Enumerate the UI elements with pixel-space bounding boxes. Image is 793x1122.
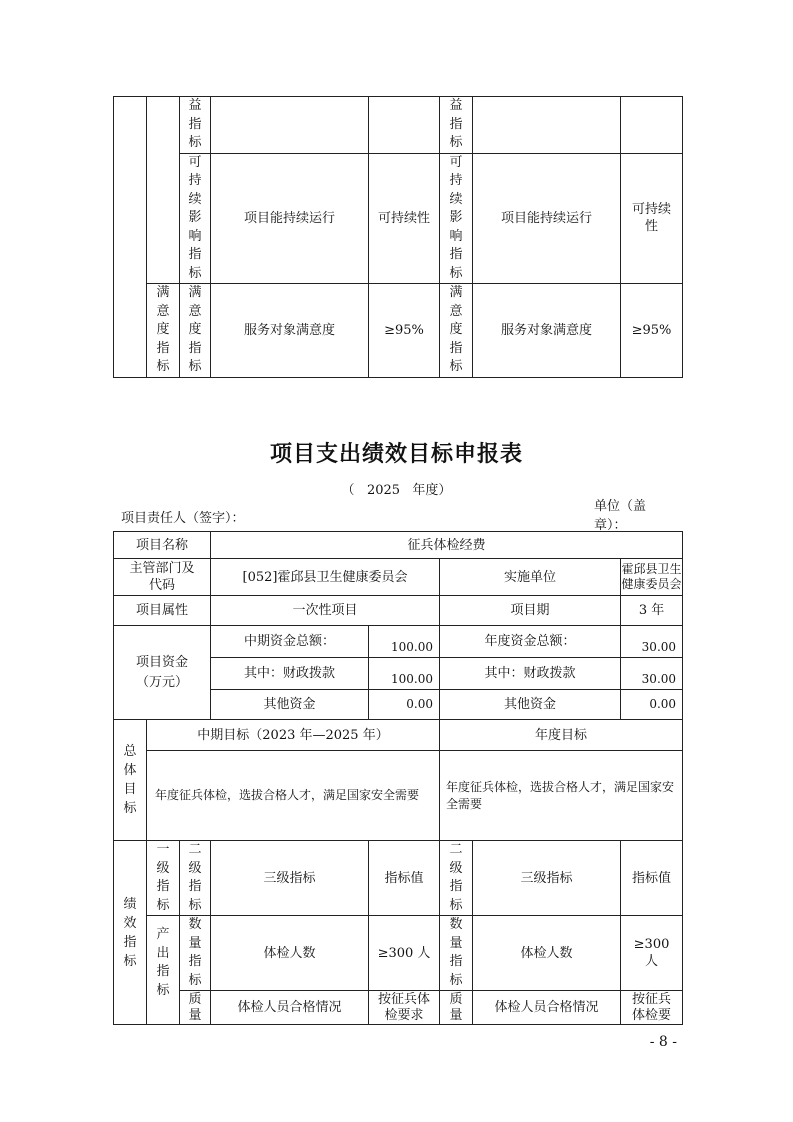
level3-header: 三级指标: [211, 841, 369, 916]
benefit-value-cell: [369, 97, 440, 154]
year-other-value: 0.00: [621, 690, 683, 720]
attr-label: 项目属性: [114, 596, 211, 626]
quantity-value: ≥300 人: [369, 916, 440, 991]
unit-seal-label: 单位（盖 章）：: [594, 499, 647, 533]
performance-indicator-label: 绩 效 指 标: [114, 841, 147, 1025]
quantity-indicator: 体检人数: [211, 916, 369, 991]
level3-header-year: 三级指标: [473, 841, 621, 916]
year-goal-header: 年度目标: [440, 720, 683, 751]
mid-goal-header: 中期目标（2023 年—2025 年）: [147, 720, 440, 751]
year-other-label: 其他资金: [440, 690, 621, 720]
level1-header: 一 级 指 标: [147, 841, 180, 916]
impl-unit-value: 霍邱县卫生 健康委员会: [621, 559, 683, 596]
sustain-indicator: 项目能持续运行: [211, 153, 369, 284]
mid-fiscal-value: 100.00: [369, 658, 440, 690]
performance-goal-table: [113, 531, 683, 1025]
year-fiscal-value: 30.00: [621, 658, 683, 690]
project-name-value: 征兵体检经费: [211, 532, 683, 559]
attr-value: 一次性项目: [211, 596, 440, 626]
dept-label: 主管部门及 代码: [114, 559, 211, 596]
form-title: 项目支出绩效目标申报表: [269, 442, 523, 467]
quality-value-year: 按征兵 体检要: [621, 991, 683, 1025]
satisfaction-value-year: ≥95%: [621, 284, 683, 378]
satisfaction-indicator: 服务对象满意度: [211, 284, 369, 378]
mid-goal-text: 年度征兵体检，选拔合格人才，满足国家安全需要: [147, 751, 440, 841]
quality-indicator-label-year: 质 量: [440, 991, 473, 1025]
level2-header: 二 级 指 标: [180, 841, 211, 916]
period-value: 3 年: [621, 596, 683, 626]
project-name-label: 项目名称: [114, 532, 211, 559]
quality-indicator: 体检人员合格情况: [211, 991, 369, 1025]
quality-indicator-label: 质 量: [180, 991, 211, 1025]
year-total-label: 年度资金总额：: [440, 626, 621, 658]
second-level-cell: [147, 97, 180, 284]
year-fiscal-label: 其中：财政拨款: [440, 658, 621, 690]
responsible-person-label: 项目责任人（签字）：: [121, 511, 245, 526]
year-line: （ 2025 年度）: [341, 483, 452, 498]
quantity-indicator-label: 数 量 指 标: [180, 916, 211, 991]
mid-other-value: 0.00: [369, 690, 440, 720]
output-indicator-label: 产 出 指 标: [147, 916, 180, 1025]
level2-header-year: 二 级 指 标: [440, 841, 473, 916]
year-total-value: 30.00: [621, 626, 683, 658]
quality-value: 按征兵体 检要求: [369, 991, 440, 1025]
mid-other-label: 其他资金: [211, 690, 369, 720]
benefit-indicator-label-year: 益 指 标: [440, 97, 473, 154]
satisfaction-level3-label: 满 意 度 指 标: [180, 284, 211, 378]
sustain-indicator-label-year: 可 持 续 影 响 指 标: [440, 153, 473, 284]
year-goal-text: 年度征兵体检，选拔合格人才，满足国家安全需要: [440, 751, 683, 841]
mid-total-label: 中期资金总额：: [211, 626, 369, 658]
value-header: 指标值: [369, 841, 440, 916]
funds-label: 项目资金 （万元）: [114, 626, 211, 720]
mid-total-value: 100.00: [369, 626, 440, 658]
benefit-indicator-cell-year: [473, 97, 621, 154]
benefit-indicator-label: 益 指 标: [180, 97, 211, 154]
benefit-indicator-cell: [211, 97, 369, 154]
sustain-indicator-year: 项目能持续运行: [473, 153, 621, 284]
sustain-value: 可持续性: [369, 153, 440, 284]
quantity-indicator-year: 体检人数: [473, 916, 621, 991]
satisfaction-indicator-year: 服务对象满意度: [473, 284, 621, 378]
overall-goal-label: 总 体 目 标: [114, 720, 147, 841]
sustain-value-year: 可持续 性: [621, 153, 683, 284]
first-level-cell: [114, 97, 147, 378]
benefit-value-cell-year: [621, 97, 683, 154]
quality-indicator-year: 体检人员合格情况: [473, 991, 621, 1025]
page-number: - 8 -: [649, 1034, 677, 1050]
sustain-indicator-label: 可 持 续 影 响 指 标: [180, 153, 211, 284]
impl-unit-label: 实施单位: [440, 559, 621, 596]
quantity-indicator-label-year: 数 量 指 标: [440, 916, 473, 991]
mid-fiscal-label: 其中：财政拨款: [211, 658, 369, 690]
value-header-year: 指标值: [621, 841, 683, 916]
period-label: 项目期: [440, 596, 621, 626]
satisfaction-level2-label: 满 意 度 指 标: [147, 284, 180, 378]
continued-indicator-table: [113, 96, 683, 378]
dept-value: [052]霍邱县卫生健康委员会: [211, 559, 440, 596]
satisfaction-value: ≥95%: [369, 284, 440, 378]
quantity-value-year: ≥300 人: [621, 916, 683, 991]
satisfaction-label-year: 满 意 度 指 标: [440, 284, 473, 378]
